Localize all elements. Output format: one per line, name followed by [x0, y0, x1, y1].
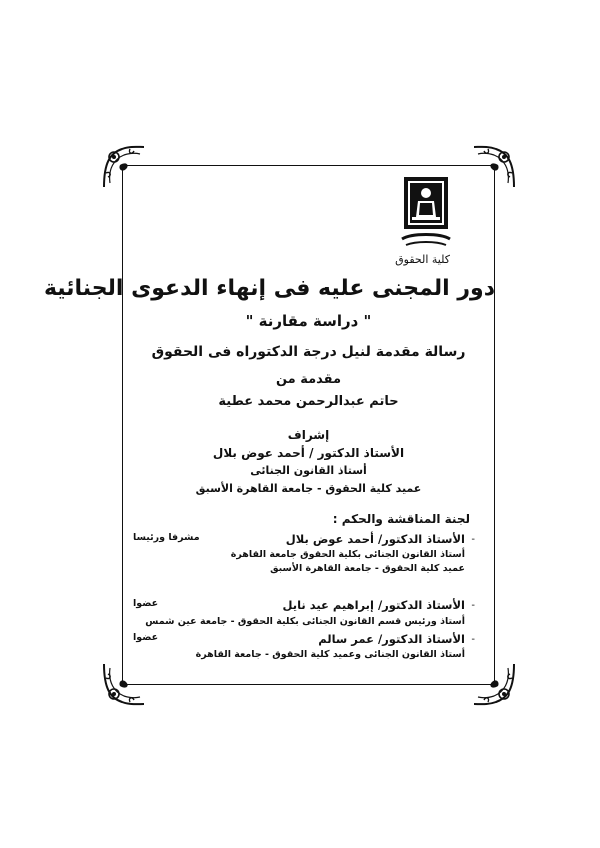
member-title: أستاذ القانون الجنائى بكلية الحقوق جامعة القاهرة: [230, 549, 465, 560]
committee-member: [125, 598, 475, 627]
supervision-label: إشراف: [287, 428, 330, 442]
supervisor-name: الأستاذ الدكتور / أحمد عوض بلال: [212, 446, 405, 460]
author-name: حاتم عبدالرحمن محمد عطية: [218, 394, 399, 409]
thesis-title: دور المجنى عليه فى إنهاء الدعوى الجنائية: [43, 276, 495, 301]
member-title: عميد كلية الحقوق - جامعة القاهرة الأسبق: [270, 563, 465, 574]
committee-heading: لجنة المناقشة والحكم :: [332, 512, 470, 526]
member-role: عضوا: [133, 632, 159, 643]
presented-by-label: مقدمة من: [275, 372, 342, 387]
member-title: أستاذ القانون الجنائى وعميد كلية الحقوق - جامعة القاهرة: [195, 649, 465, 660]
list-bullet: -: [471, 534, 475, 545]
supervisor-role: أستاذ القانون الجنائى: [250, 464, 367, 477]
faculty-name: كلية الحقوق: [395, 253, 450, 266]
member-role: مشرفا ورئيسا: [133, 532, 200, 543]
university-emblem: [396, 173, 456, 251]
committee-member: [125, 532, 475, 574]
list-bullet: -: [471, 634, 475, 645]
thesis-purpose: رسالة مقدمة لنيل درجة الدكتوراه فى الحقوق: [151, 344, 466, 360]
supervisor-former-role: عميد كلية الحقوق - جامعة القاهرة الأسبق: [195, 482, 422, 495]
member-role: عضوا: [133, 598, 159, 609]
member-name: الأستاذ الدكتور/ عمر سالم: [318, 632, 465, 646]
committee-member: [125, 632, 475, 660]
member-name: الأستاذ الدكتور/ إبراهيم عيد نايل: [282, 598, 465, 612]
thesis-subtitle: " دراسة مقارنة ": [245, 312, 372, 330]
member-title: أستاذ ورئيس قسم القانون الجنائى بكلية الحقوق - جامعة عين شمس: [145, 616, 465, 627]
list-bullet: -: [471, 600, 475, 611]
member-name: الأستاذ الدكتور/ أحمد عوض بلال: [285, 532, 465, 546]
